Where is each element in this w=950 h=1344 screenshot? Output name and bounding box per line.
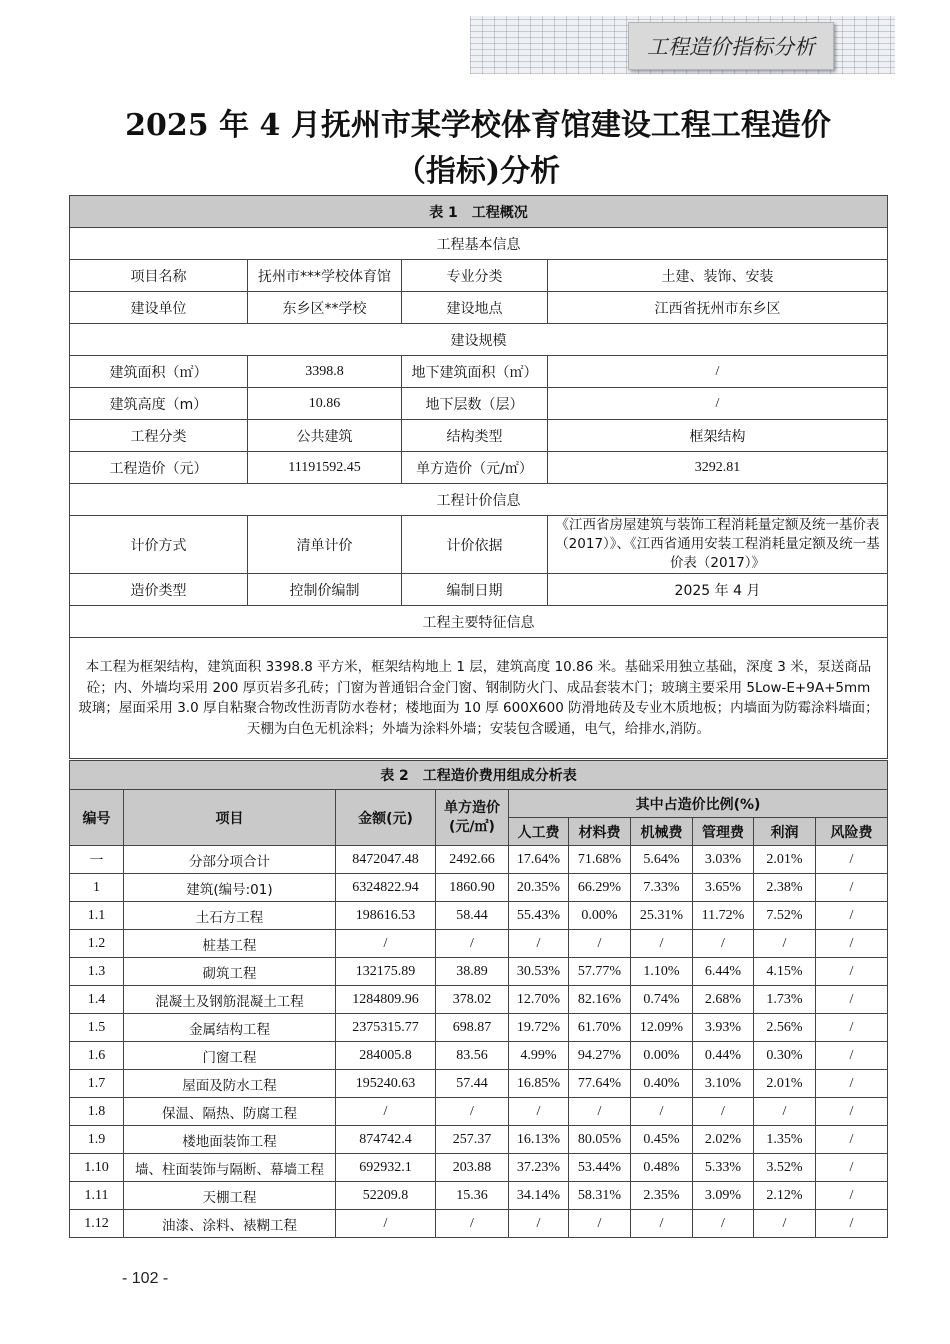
cell-material: 58.31%	[569, 1182, 631, 1210]
cell-risk: /	[816, 1126, 888, 1154]
cell-machine: /	[631, 1210, 693, 1238]
unit-cost-value: 3292.81	[548, 452, 888, 484]
cell-no: 1.7	[70, 1070, 124, 1098]
cell-profit: 0.30%	[754, 1042, 816, 1070]
cell-risk: /	[816, 1070, 888, 1098]
cell-item: 油漆、涂料、裱糊工程	[124, 1210, 336, 1238]
header-risk: 风险费	[816, 818, 888, 846]
project-name-value: 抚州市***学校体育馆	[248, 260, 402, 292]
cell-management: 3.93%	[693, 1014, 754, 1042]
project-name-label: 项目名称	[70, 260, 248, 292]
cell-amount: 874742.4	[336, 1126, 436, 1154]
underground-area-label: 地下建筑面积（㎡）	[402, 356, 548, 388]
cell-no: 1.3	[70, 958, 124, 986]
cell-risk: /	[816, 958, 888, 986]
cell-no: 1.6	[70, 1042, 124, 1070]
cell-machine: /	[631, 1098, 693, 1126]
cost-composition-table	[69, 760, 888, 1238]
method-label: 计价方式	[70, 516, 248, 574]
section-label: 工程造价指标分析	[628, 22, 834, 70]
cell-profit: /	[754, 1210, 816, 1238]
cell-risk: /	[816, 986, 888, 1014]
pricing-heading: 工程计价信息	[70, 484, 888, 516]
cell-amount: 1284809.96	[336, 986, 436, 1014]
cell-labor: 16.13%	[509, 1126, 569, 1154]
cell-profit: 2.12%	[754, 1182, 816, 1210]
table-row	[70, 1070, 888, 1098]
header-profit: 利润	[754, 818, 816, 846]
header-labor: 人工费	[509, 818, 569, 846]
header-ratio-group: 其中占造价比例(%)	[509, 790, 888, 818]
height-value: 10.86	[248, 388, 402, 420]
cell-no: 1	[70, 874, 124, 902]
cell-unit-cost: 57.44	[436, 1070, 509, 1098]
basic-info-heading: 工程基本信息	[70, 228, 888, 260]
cell-no: 1.4	[70, 986, 124, 1014]
cell-machine: 0.48%	[631, 1154, 693, 1182]
cost-type-label: 造价类型	[70, 574, 248, 606]
location-label: 建设地点	[402, 292, 548, 324]
cell-machine: 0.40%	[631, 1070, 693, 1098]
cell-amount: 692932.1	[336, 1154, 436, 1182]
cell-unit-cost: 83.56	[436, 1042, 509, 1070]
cell-amount: 52209.8	[336, 1182, 436, 1210]
cell-risk: /	[816, 1014, 888, 1042]
cell-material: 82.16%	[569, 986, 631, 1014]
cell-profit: /	[754, 1098, 816, 1126]
cost-label: 工程造价（元）	[70, 452, 248, 484]
cell-profit: 7.52%	[754, 902, 816, 930]
cell-unit-cost: /	[436, 930, 509, 958]
cell-profit: /	[754, 930, 816, 958]
cell-item: 楼地面装饰工程	[124, 1126, 336, 1154]
cell-material: /	[569, 930, 631, 958]
cell-risk: /	[816, 846, 888, 874]
cost-type-value: 控制价编制	[248, 574, 402, 606]
cell-amount: 2375315.77	[336, 1014, 436, 1042]
cell-material: 57.77%	[569, 958, 631, 986]
cell-profit: 2.38%	[754, 874, 816, 902]
cell-no: 一	[70, 846, 124, 874]
cell-labor: 55.43%	[509, 902, 569, 930]
cell-machine: 5.64%	[631, 846, 693, 874]
header-unit-cost: 单方造价(元/㎡)	[436, 790, 509, 846]
builder-value: 东乡区**学校	[248, 292, 402, 324]
table-row	[70, 1154, 888, 1182]
cell-item: 桩基工程	[124, 930, 336, 958]
structure-label: 结构类型	[402, 420, 548, 452]
cell-management: 2.02%	[693, 1126, 754, 1154]
cell-amount: /	[336, 1210, 436, 1238]
cell-management: 0.44%	[693, 1042, 754, 1070]
cell-material: 61.70%	[569, 1014, 631, 1042]
cell-no: 1.8	[70, 1098, 124, 1126]
page-title-line-1: 2025 年 4 月抚州市某学校体育馆建设工程工程造价	[125, 108, 831, 143]
location-value: 江西省抚州市东乡区	[548, 292, 888, 324]
cell-amount: 198616.53	[336, 902, 436, 930]
cell-item: 土石方工程	[124, 902, 336, 930]
table-row	[70, 874, 888, 902]
cell-machine: 0.00%	[631, 1042, 693, 1070]
table-row	[70, 846, 888, 874]
structure-value: 框架结构	[548, 420, 888, 452]
cell-unit-cost: 257.37	[436, 1126, 509, 1154]
cell-machine: /	[631, 930, 693, 958]
underground-floors-value: /	[548, 388, 888, 420]
cell-labor: /	[509, 1098, 569, 1126]
table-row	[70, 1210, 888, 1238]
cell-no: 1.9	[70, 1126, 124, 1154]
cell-item: 天棚工程	[124, 1182, 336, 1210]
cell-no: 1.10	[70, 1154, 124, 1182]
cell-labor: 20.35%	[509, 874, 569, 902]
cell-machine: 25.31%	[631, 902, 693, 930]
cell-profit: 2.56%	[754, 1014, 816, 1042]
cell-labor: 37.23%	[509, 1154, 569, 1182]
cell-no: 1.1	[70, 902, 124, 930]
basis-value: 《江西省房屋建筑与装饰工程消耗量定额及统一基价表（2017）》、《江西省通用安装工程消耗量定额及统一基价表（2017）》	[548, 516, 888, 574]
cell-unit-cost: 15.36	[436, 1182, 509, 1210]
header-amount: 金额(元)	[336, 790, 436, 846]
cost-value: 11191592.45	[248, 452, 402, 484]
table1-caption: 表 1 工程概况	[70, 196, 888, 228]
cell-material: /	[569, 1098, 631, 1126]
table-row	[70, 1042, 888, 1070]
cell-machine: 12.09%	[631, 1014, 693, 1042]
cell-item: 建筑(编号:01)	[124, 874, 336, 902]
cell-item: 保温、隔热、防腐工程	[124, 1098, 336, 1126]
cell-profit: 3.52%	[754, 1154, 816, 1182]
cell-material: 53.44%	[569, 1154, 631, 1182]
table-row	[70, 1126, 888, 1154]
cell-profit: 1.35%	[754, 1126, 816, 1154]
cell-risk: /	[816, 1042, 888, 1070]
cell-management: 3.09%	[693, 1182, 754, 1210]
cell-no: 1.5	[70, 1014, 124, 1042]
cell-material: 94.27%	[569, 1042, 631, 1070]
cell-labor: 17.64%	[509, 846, 569, 874]
cell-amount: 195240.63	[336, 1070, 436, 1098]
cell-machine: 0.74%	[631, 986, 693, 1014]
cell-risk: /	[816, 1098, 888, 1126]
page-title-line-2: （指标)分析	[395, 154, 561, 189]
date-value: 2025 年 4 月	[548, 574, 888, 606]
category-label: 工程分类	[70, 420, 248, 452]
cell-labor: 4.99%	[509, 1042, 569, 1070]
table2-caption: 表 2 工程造价费用组成分析表	[70, 761, 888, 790]
cell-no: 1.12	[70, 1210, 124, 1238]
table-row	[70, 1182, 888, 1210]
cell-material: 80.05%	[569, 1126, 631, 1154]
cell-management: 2.68%	[693, 986, 754, 1014]
table-row	[70, 986, 888, 1014]
header-machine: 机械费	[631, 818, 693, 846]
cell-management: 5.33%	[693, 1154, 754, 1182]
header-management: 管理费	[693, 818, 754, 846]
specialty-value: 土建、装饰、安装	[548, 260, 888, 292]
scale-heading: 建设规模	[70, 324, 888, 356]
cell-item: 混凝土及钢筋混凝土工程	[124, 986, 336, 1014]
cell-unit-cost: 38.89	[436, 958, 509, 986]
cell-management: 6.44%	[693, 958, 754, 986]
page-number: - 102 -	[122, 1270, 169, 1287]
cell-unit-cost: 698.87	[436, 1014, 509, 1042]
cell-unit-cost: 2492.66	[436, 846, 509, 874]
cell-no: 1.11	[70, 1182, 124, 1210]
cell-management: /	[693, 930, 754, 958]
cell-amount: 8472047.48	[336, 846, 436, 874]
project-overview-table	[69, 195, 888, 759]
cell-amount: /	[336, 1098, 436, 1126]
cell-amount: 132175.89	[336, 958, 436, 986]
features-description: 本工程为框架结构，建筑面积 3398.8 平方米，框架结构地上 1 层，建筑高度 10.86 米。基础采用独立基础，深度 3 米，泵送商品砼；内、外墙均采用 200 厚页岩多孔砖；门窗为普通铝合金门窗、钢制防火门、成品套装木门；玻璃主要采用 5Low-E+9A+5mm 玻璃；屋面采用 3.0 厚自粘聚合物改性沥青防水卷材；楼地面为 10 厚 600X600 防滑地砖及专业木质地板；内墙面为防霉涂料墙面；天棚为白色无机涂料；外墙为涂料外墙；安装包含暖通，电气，给排水,消防。	[70, 638, 888, 759]
cell-management: 3.03%	[693, 846, 754, 874]
cell-labor: 12.70%	[509, 986, 569, 1014]
cell-amount: 284005.8	[336, 1042, 436, 1070]
height-label: 建筑高度（m）	[70, 388, 248, 420]
cell-item: 砌筑工程	[124, 958, 336, 986]
cell-labor: 16.85%	[509, 1070, 569, 1098]
cell-no: 1.2	[70, 930, 124, 958]
category-value: 公共建筑	[248, 420, 402, 452]
cell-labor: 34.14%	[509, 1182, 569, 1210]
cell-unit-cost: /	[436, 1210, 509, 1238]
cell-material: 71.68%	[569, 846, 631, 874]
cell-unit-cost: /	[436, 1098, 509, 1126]
cell-risk: /	[816, 930, 888, 958]
cell-machine: 0.45%	[631, 1126, 693, 1154]
cell-item: 金属结构工程	[124, 1014, 336, 1042]
cell-profit: 2.01%	[754, 1070, 816, 1098]
cell-risk: /	[816, 1182, 888, 1210]
cell-labor: /	[509, 930, 569, 958]
cell-material: 66.29%	[569, 874, 631, 902]
cell-machine: 2.35%	[631, 1182, 693, 1210]
cell-unit-cost: 203.88	[436, 1154, 509, 1182]
cell-risk: /	[816, 902, 888, 930]
cell-unit-cost: 58.44	[436, 902, 509, 930]
table-row	[70, 930, 888, 958]
cell-item: 墙、柱面装饰与隔断、幕墙工程	[124, 1154, 336, 1182]
cell-machine: 7.33%	[631, 874, 693, 902]
underground-floors-label: 地下层数（层）	[402, 388, 548, 420]
cell-item: 屋面及防水工程	[124, 1070, 336, 1098]
cell-profit: 4.15%	[754, 958, 816, 986]
header-no: 编号	[70, 790, 124, 846]
cell-item: 门窗工程	[124, 1042, 336, 1070]
basis-label: 计价依据	[402, 516, 548, 574]
features-heading: 工程主要特征信息	[70, 606, 888, 638]
cell-risk: /	[816, 1154, 888, 1182]
cell-management: 11.72%	[693, 902, 754, 930]
area-value: 3398.8	[248, 356, 402, 388]
method-value: 清单计价	[248, 516, 402, 574]
cell-profit: 1.73%	[754, 986, 816, 1014]
table-row	[70, 1014, 888, 1042]
cell-labor: 30.53%	[509, 958, 569, 986]
specialty-label: 专业分类	[402, 260, 548, 292]
area-label: 建筑面积（㎡）	[70, 356, 248, 388]
date-label: 编制日期	[402, 574, 548, 606]
cell-labor: 19.72%	[509, 1014, 569, 1042]
unit-cost-label: 单方造价（元/㎡）	[402, 452, 548, 484]
cell-material: /	[569, 1210, 631, 1238]
cell-machine: 1.10%	[631, 958, 693, 986]
table-row	[70, 958, 888, 986]
cell-management: /	[693, 1098, 754, 1126]
cell-item: 分部分项合计	[124, 846, 336, 874]
table-row	[70, 902, 888, 930]
cell-unit-cost: 378.02	[436, 986, 509, 1014]
header-item: 项目	[124, 790, 336, 846]
cell-unit-cost: 1860.90	[436, 874, 509, 902]
cell-profit: 2.01%	[754, 846, 816, 874]
cell-risk: /	[816, 874, 888, 902]
cell-amount: 6324822.94	[336, 874, 436, 902]
cell-amount: /	[336, 930, 436, 958]
builder-label: 建设单位	[70, 292, 248, 324]
table-row	[70, 1098, 888, 1126]
cell-management: 3.65%	[693, 874, 754, 902]
cell-material: 77.64%	[569, 1070, 631, 1098]
header-material: 材料费	[569, 818, 631, 846]
cell-management: /	[693, 1210, 754, 1238]
cell-management: 3.10%	[693, 1070, 754, 1098]
underground-area-value: /	[548, 356, 888, 388]
cost-table-body	[70, 846, 888, 1238]
cell-labor: /	[509, 1210, 569, 1238]
cell-risk: /	[816, 1210, 888, 1238]
cell-material: 0.00%	[569, 902, 631, 930]
